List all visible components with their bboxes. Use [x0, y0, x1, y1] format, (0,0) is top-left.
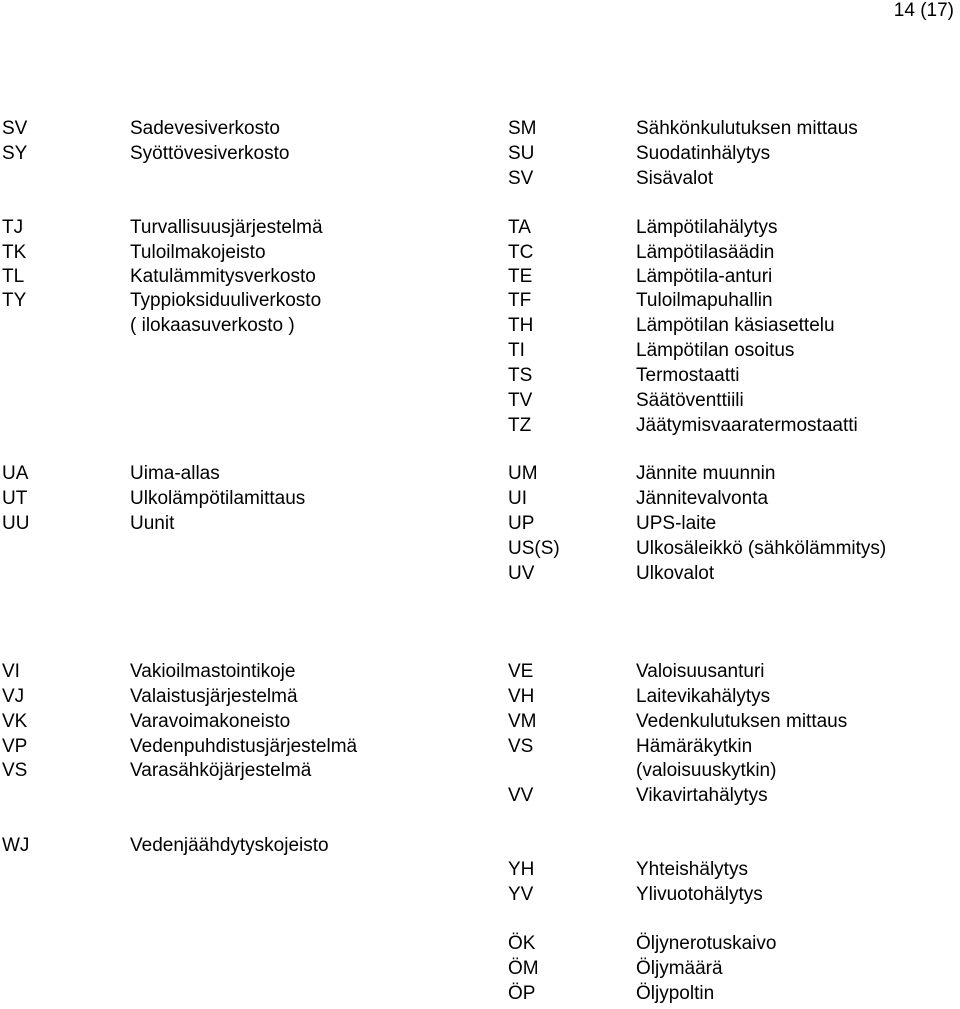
- abbreviation-label: Varavoimakoneisto: [130, 711, 291, 732]
- abbreviation-code: WJ: [2, 835, 30, 856]
- abbreviation-code: TY: [2, 290, 27, 311]
- abbreviation-code: ÖM: [508, 958, 539, 979]
- abbreviation-code: VM: [508, 711, 537, 732]
- abbreviation-label: Sähkönkulutuksen mittaus: [636, 118, 858, 139]
- abbreviation-label: Valoisuusanturi: [636, 661, 765, 682]
- abbreviation-label: Lämpötilan käsiasettelu: [636, 315, 835, 336]
- abbreviation-code: TF: [508, 290, 532, 311]
- abbreviation-label: Valaistusjärjestelmä: [130, 686, 298, 707]
- abbreviation-code: TI: [508, 340, 525, 361]
- abbreviation-code: TK: [2, 242, 27, 263]
- abbreviation-code: TJ: [2, 217, 24, 238]
- abbreviation-label: Tuloilmakojeisto: [130, 242, 266, 263]
- abbreviation-label: Ulkosäleikkö (sähkölämmitys): [636, 538, 887, 559]
- abbreviation-label: Vakioilmastointikoje: [130, 661, 296, 682]
- abbreviation-label: Turvallisuusjärjestelmä: [130, 217, 323, 238]
- abbreviation-label: Vedenjäähdytyskojeisto: [130, 835, 329, 856]
- abbreviation-label: Sisävalot: [636, 168, 714, 189]
- abbreviation-label: Typpioksiduuliverkosto: [130, 290, 322, 311]
- abbreviation-code: VI: [2, 661, 20, 682]
- abbreviation-code: UP: [508, 513, 535, 534]
- abbreviation-label: Jännite muunnin: [636, 463, 776, 484]
- abbreviation-code: SV: [2, 118, 28, 139]
- abbreviation-label: (valoisuuskytkin): [636, 760, 777, 781]
- abbreviation-code: YH: [508, 859, 535, 880]
- abbreviation-code: UI: [508, 488, 527, 509]
- abbreviation-code: VS: [508, 736, 534, 757]
- abbreviation-code: VK: [2, 711, 28, 732]
- abbreviation-label: Ulkovalot: [636, 563, 715, 584]
- abbreviation-label: Uunit: [130, 513, 175, 534]
- abbreviation-label: Jännitevalvonta: [636, 488, 769, 509]
- abbreviation-code: VJ: [2, 686, 25, 707]
- abbreviation-code: SY: [2, 143, 28, 164]
- abbreviation-code: TA: [508, 217, 531, 238]
- abbreviation-code: SU: [508, 143, 535, 164]
- abbreviation-code: TV: [508, 390, 533, 411]
- abbreviation-label: Ulkolämpötilamittaus: [130, 488, 306, 509]
- abbreviation-code: VP: [2, 736, 28, 757]
- abbreviation-label: Uima-allas: [130, 463, 220, 484]
- abbreviation-label: Laitevikahälytys: [636, 686, 771, 707]
- abbreviation-label: Ylivuotohälytys: [636, 884, 763, 905]
- abbreviation-label: Termostaatti: [636, 365, 740, 386]
- abbreviation-label: Tuloilmapuhallin: [636, 290, 773, 311]
- abbreviation-code: TL: [2, 266, 25, 287]
- abbreviation-code: ÖP: [508, 983, 536, 1004]
- abbreviation-label: Vedenkulutuksen mittaus: [636, 711, 848, 732]
- abbreviation-label: Lämpötila-anturi: [636, 266, 773, 287]
- abbreviation-label: Öljynerotuskaivo: [636, 933, 777, 954]
- abbreviation-code: ÖK: [508, 933, 536, 954]
- abbreviation-label: Jäätymisvaaratermostaatti: [636, 415, 858, 436]
- abbreviation-code: UA: [2, 463, 29, 484]
- abbreviation-label: Öljymäärä: [636, 958, 723, 979]
- abbreviation-code: UM: [508, 463, 538, 484]
- abbreviation-code: VS: [2, 760, 28, 781]
- abbreviation-code: SV: [508, 168, 534, 189]
- abbreviation-code: VV: [508, 785, 534, 806]
- abbreviation-code: SM: [508, 118, 537, 139]
- abbreviation-label: Sadevesiverkosto: [130, 118, 280, 139]
- abbreviation-label: Suodatinhälytys: [636, 143, 771, 164]
- abbreviation-label: Vikavirtahälytys: [636, 785, 768, 806]
- abbreviation-label: Öljypoltin: [636, 983, 715, 1004]
- abbreviation-label: Lämpötilasäädin: [636, 242, 775, 263]
- page-number: 14 (17): [893, 0, 954, 21]
- abbreviation-code: TS: [508, 365, 533, 386]
- abbreviation-code: TE: [508, 266, 533, 287]
- abbreviation-code: US(S): [508, 538, 560, 559]
- abbreviation-label: ( ilokaasuverkosto ): [130, 315, 295, 336]
- abbreviation-code: TZ: [508, 415, 532, 436]
- abbreviation-label: Säätöventtiili: [636, 390, 744, 411]
- abbreviation-label: Yhteishälytys: [636, 859, 748, 880]
- abbreviation-code: VE: [508, 661, 534, 682]
- abbreviation-label: Katulämmitysverkosto: [130, 266, 316, 287]
- abbreviation-label: Varasähköjärjestelmä: [130, 760, 312, 781]
- abbreviation-label: Lämpötilan osoitus: [636, 340, 795, 361]
- abbreviation-code: TC: [508, 242, 534, 263]
- abbreviation-label: Hämäräkytkin: [636, 736, 753, 757]
- abbreviation-code: YV: [508, 884, 534, 905]
- abbreviation-label: Lämpötilahälytys: [636, 217, 778, 238]
- abbreviation-code: VH: [508, 686, 535, 707]
- abbreviation-label: UPS-laite: [636, 513, 717, 534]
- abbreviation-code: UT: [2, 488, 28, 509]
- abbreviation-code: UU: [2, 513, 30, 534]
- abbreviation-code: TH: [508, 315, 534, 336]
- abbreviation-code: UV: [508, 563, 535, 584]
- abbreviation-label: Vedenpuhdistusjärjestelmä: [130, 736, 358, 757]
- abbreviation-label: Syöttövesiverkosto: [130, 143, 290, 164]
